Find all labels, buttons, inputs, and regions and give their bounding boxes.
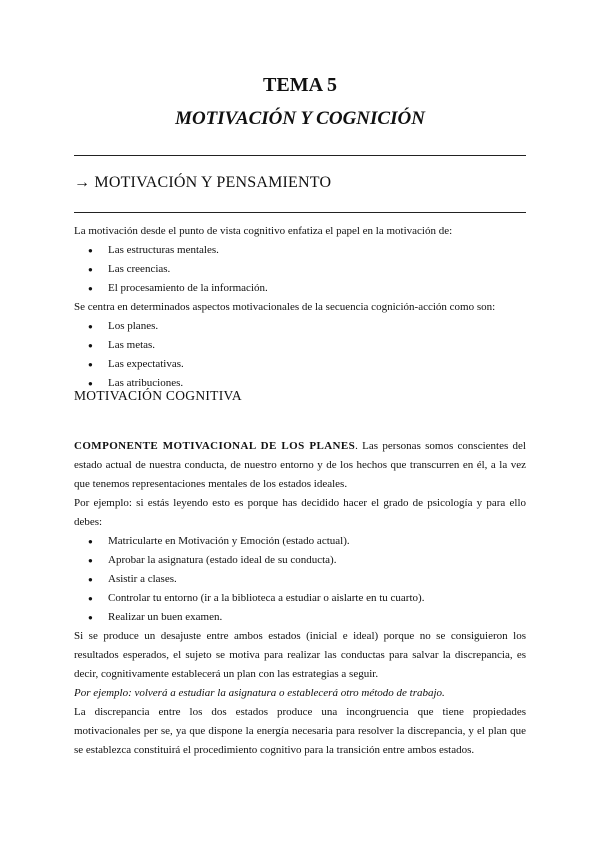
list-item: ● Controlar tu entorno (ir a la biblioteca a estudiar o aislarte en tu cuarto).	[74, 589, 526, 608]
list-item: ● Asistir a clases.	[74, 570, 526, 589]
list-item: ● El procesamiento de la información.	[74, 279, 526, 298]
list-item: ● Aprobar la asignatura (estado ideal de su conducta).	[74, 551, 526, 570]
example-intro: Por ejemplo: si estás leyendo esto es porque has decidido hacer el grado de psicología y para ello debes:	[74, 497, 526, 528]
list-item: ● Matricularte en Motivación y Emoción (estado actual).	[74, 532, 526, 551]
conclusion-paragraph: La discrepancia entre los dos estados produce una incongruencia que tiene propiedades motivacionales per se, ya que dispone la energía necesaria para resolver la discrepancia, y el plan que se establezca constituirá el procedimiento cognitivo para la transición entre ambos estados.	[74, 706, 526, 756]
subsection-heading: MOTIVACIÓN COGNITIVA	[74, 388, 242, 403]
list-item: ● Los planes.	[74, 317, 526, 336]
component-paragraph	[74, 437, 526, 494]
cognitive-block	[74, 437, 526, 760]
intro-paragraph-1: La motivación desde el punto de vista cognitivo enfatiza el papel en la motivación de:	[74, 225, 453, 237]
list-item: ● Realizar un buen examen.	[74, 608, 526, 627]
list-item: ● Las expectativas.	[74, 355, 526, 374]
document-subtitle: MOTIVACIÓN Y COGNICIÓN	[175, 108, 425, 129]
section-heading: → MOTIVACIÓN Y PENSAMIENTO	[74, 174, 332, 191]
list-item: ● Las estructuras mentales.	[74, 241, 526, 260]
component-label: COMPONENTE MOTIVACIONAL DE LOS PLANES	[74, 440, 356, 452]
list-item: ● Las atribuciones.	[74, 374, 526, 393]
document-title: TEMA 5	[263, 74, 337, 96]
intro-list-1	[74, 241, 526, 298]
component-text: . Las personas somos conscientes del estado actual de nuestra conducta, de nuestro entorno y de los hechos que transcurren en él, a la vez que tenemos representaciones mentales de los estados ideales.	[74, 440, 526, 490]
intro-paragraph-2: Se centra en determinados aspectos motivacionales de la secuencia cognición-acción como son:	[74, 301, 496, 313]
steps-list	[74, 532, 526, 627]
example-2: Por ejemplo: volverá a estudiar la asignatura o establecerá otro método de trabajo.	[74, 687, 445, 699]
list-item: ● Las creencias.	[74, 260, 526, 279]
discrepancy-paragraph: Si se produce un desajuste entre ambos estados (inicial e ideal) porque no se consiguieron los resultados esperados, el sujeto se motiva para realizar las conductas para salvar la discrepancia, es decir, cognitivamente establecerá un plan con las estrategias a seguir.	[74, 630, 526, 680]
divider-bottom	[74, 212, 526, 213]
intro-block	[74, 222, 526, 393]
list-item: ● Las metas.	[74, 336, 526, 355]
intro-list-2	[74, 317, 526, 393]
divider-top	[74, 155, 526, 156]
